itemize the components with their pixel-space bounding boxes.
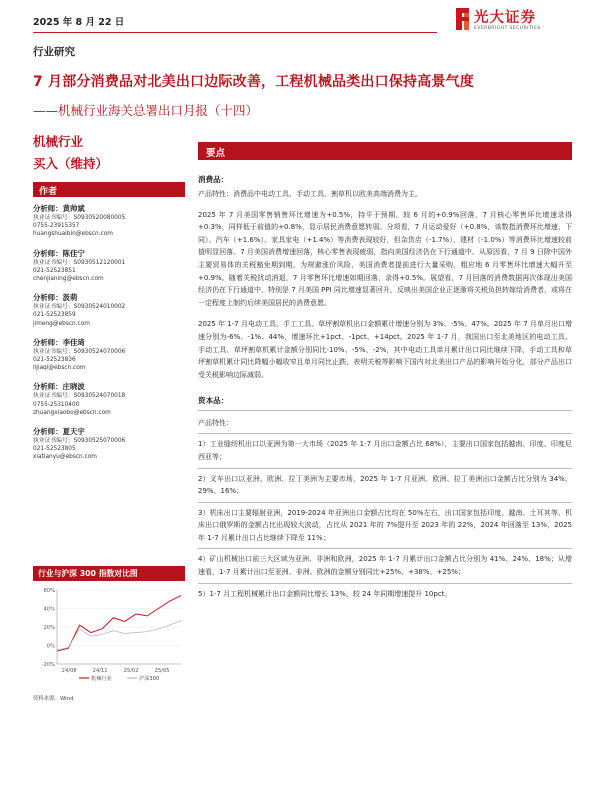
capital-item: 2）叉车出口以亚洲、欧洲、拉丁美洲为主要市场，2025 年 1-7 月亚洲、欧洲、拉丁美洲出口金额占比分别为 34%、29%、16%； xyxy=(198,468,572,498)
x-tick-label: 24/11 xyxy=(92,668,108,674)
analyst-cert: 执业证书编号：S0930520080005 xyxy=(33,215,126,221)
capital-item: 4）矿山机械出口前三大区域为亚洲、非洲和欧洲，2025 年 1-7 月累计出口金额占比分别为 41%、24%、18%；从增速看，1-7 月累计出口至亚洲、非洲、欧洲的金额分别同比+25%、+38%、+25%； xyxy=(198,548,572,578)
header-divider xyxy=(33,32,437,33)
capital-item: 1）工业缝纫机出口以亚洲为第一大市场（2025 年 1-7 月出口金额占比 68%），主要出口国家包括越南、印度、印度尼西亚等； xyxy=(198,433,572,463)
analyst-name: 陈佳宁 xyxy=(62,248,85,258)
y-tick-label: 60% xyxy=(43,588,55,594)
brand-name: 光大证券 xyxy=(474,10,536,26)
capital-subtitle: 产品特性： xyxy=(198,419,233,428)
main-content xyxy=(198,142,572,600)
analyst-cert: 执业证书编号：S0930524070018 xyxy=(33,393,126,400)
analyst-card xyxy=(33,203,185,239)
analyst-card xyxy=(33,337,185,373)
y-tick-label: 0% xyxy=(46,643,55,650)
series-line xyxy=(57,596,181,652)
capital-item: 5）1-7 月工程机械累计出口金额同比增长 13%，较 24 年同期增速提升 10pct。 xyxy=(198,583,572,601)
rating: 买入（维持） xyxy=(33,156,109,171)
x-tick-label: 25/05 xyxy=(154,668,170,674)
analyst-label: 分析师： xyxy=(33,248,63,258)
analyst-card xyxy=(33,248,185,284)
analyst-email[interactable]: xiatianyu@ebscn.com xyxy=(33,454,97,461)
report-subtitle: ——机械行业海关总署出口月报（十四） xyxy=(33,103,259,118)
analyst-email[interactable]: huangshuaibin@ebscn.com xyxy=(33,231,113,238)
analyst-phone: 021-52523805 xyxy=(33,446,76,453)
analyst-label: 分析师： xyxy=(33,337,63,347)
consumer-paragraph-1: 2025 年 7 月美国零售销售环比增速为+0.5%，持平于预期，较 6 月的+0.9%回落，7 月核心零售环比增速录得+0.3%，同样低于前值的+0.8%，显示居民消费意愿转弱。分项看，7 月运动爱好（+0.8%，该数指消费环比增速，下同）、汽车（+1.6%）、家具家电（+1.4%）等消费表现较好，但杂货店（-1.7%）、建材（-1.0%）等消费环比增速较前值明显回落。7 月美国消费增速回落，核心零售表现疲弱，指向美国经济仍在下行通道中。从原因看，7 月 9 日除中国外主要贸易体的关税豁免期到期，为规避涨价风险，美国消费者提前进行大量采购，粗应地 6 月零售环比增速大幅升至+0.9%。随着关税扰动消退，7 月零售环比增速如期回落，录得+0.5%。展望看，7 月回落的消费数据再次体现出美国经济仍在下行通道中，特别是 7 月美国 PPI 同比增速显著回升，反映出美国企业正逐渐将关税负担转嫁给消费者，或将在一定程度上制约后续美国居民的消费意愿。 xyxy=(198,210,572,307)
analyst-phone: 021-52523859 xyxy=(33,312,76,319)
analyst-label: 分析师： xyxy=(33,427,63,437)
analyst-name: 黄帅斌 xyxy=(62,204,85,213)
industry-name: 机械行业 xyxy=(33,134,84,149)
x-tick-label: 25/02 xyxy=(123,668,139,674)
y-tick-label: 20% xyxy=(43,625,55,631)
analyst-phone: 0755-23915357 xyxy=(33,223,80,230)
capital-item: 3）机床出口主要辐射亚洲，2019-2024 年亚洲出口金额占比均在 50%左右，出口国家包括印度、越南、土耳其等。机床出口俄罗斯的金额占比出现较大波动，占比从 2021 年的 7%提升至 2023 年的 22%，2024 年回落至 13%，2025 年 1-7 月累计出口占比继续下降至 11%； xyxy=(198,502,572,545)
key-points-header: 要点 xyxy=(198,142,572,160)
sidebar xyxy=(33,134,185,462)
consumer-paragraph-2: 2025 年 1-7 月电动工具、手工工具、草坪割草机出口金额累计增速分别为 3%、-5%、47%。2025 年 7 月单月出口增速分别为-6%、-1%、44%，增速环比+1pct、-1pct、+14pct。2025 年 1-7 月，我国出口至北美地区的电动工具、手动工具、草坪割草机累计金额分别同比-10%、-5%、-2%，其中电动工具单月累计出口同比继续下降，手动工具和草坪割草机累计同比降幅小幅收窄且单月同比止跌，表明关税等影响下国内对北美出口产品的影响开始分化，部分产品出口受关税影响边际减弱。 xyxy=(198,320,572,379)
brand-emblem-icon xyxy=(456,8,469,30)
analyst-card xyxy=(33,426,185,462)
analyst-label: 分析师： xyxy=(33,293,63,303)
analyst-phone: 0755-25310400 xyxy=(33,401,80,408)
analyst-cert: 执业证书编号：S0930512120001 xyxy=(33,259,126,266)
capital-section-title: 资本品： xyxy=(198,395,572,411)
analyst-card xyxy=(33,381,185,417)
x-tick-label: 24/08 xyxy=(61,668,77,674)
analyst-cert: 执业证书编号：S0930525070006 xyxy=(33,438,126,445)
analyst-name: 李佳琦 xyxy=(62,337,85,347)
analyst-email[interactable]: jimeng@ebscn.com xyxy=(33,320,90,327)
chart-source: 资料来源：Wind xyxy=(33,696,74,702)
consumer-section-title: 消费品： xyxy=(198,175,229,184)
analyst-name: 庄晓波 xyxy=(62,382,85,392)
legend-label: 机械行业 xyxy=(91,676,112,682)
chart-title-bar: 行业与沪深 300 指数对比图 xyxy=(33,566,185,581)
analyst-name: 汲萌 xyxy=(62,293,78,303)
analyst-cert: 执业证书编号：S0930524070006 xyxy=(33,348,126,355)
index-comparison-chart xyxy=(33,584,185,688)
y-tick-label: 40% xyxy=(43,606,55,613)
analyst-phone: 021-52523851 xyxy=(33,267,76,274)
analyst-phone: 021-52523836 xyxy=(33,357,76,364)
analyst-name: 夏天宇 xyxy=(62,427,85,437)
analyst-cert: 执业证书编号：S0930524010002 xyxy=(33,304,126,311)
analyst-email[interactable]: zhuangxiaobo@ebscn.com xyxy=(33,409,111,416)
analyst-card xyxy=(33,292,185,328)
analyst-email[interactable]: lijiaqi@ebscn.com xyxy=(33,365,86,372)
report-title: 7 月部分消费品对北美出口边际改善，工程机械品类出口保持高景气度 xyxy=(33,74,475,90)
legend-label: 沪深300 xyxy=(139,676,160,682)
analyst-label: 分析师： xyxy=(33,382,63,392)
analyst-email[interactable]: chenjianing@ebscn.com xyxy=(33,276,104,283)
report-category: 行业研究 xyxy=(33,46,75,58)
authors-header: 作者 xyxy=(33,182,185,197)
report-date: 2025 年 8 月 22 日 xyxy=(33,17,125,28)
brand-name-en: EVERBRIGHT SECURITIES xyxy=(474,26,541,31)
y-tick-label: -20% xyxy=(41,662,55,668)
analyst-label: 分析师： xyxy=(33,204,63,213)
consumer-intro: 产品特性：消费品中电动工具、手动工具、割草机以欧美高端消费为主。 xyxy=(198,190,422,198)
